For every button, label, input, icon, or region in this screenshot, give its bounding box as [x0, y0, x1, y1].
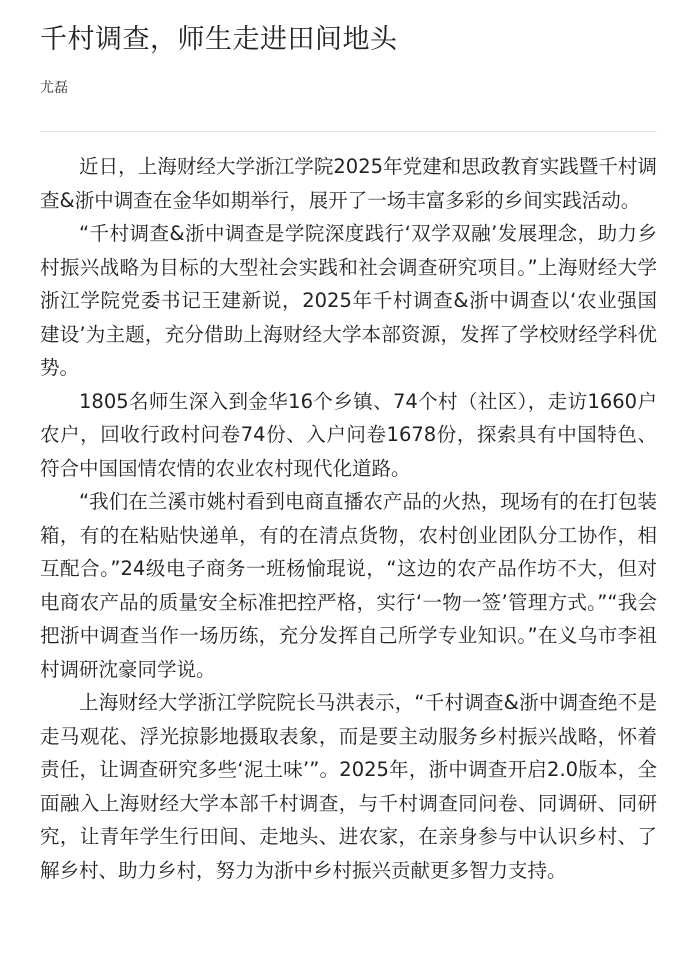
article-body	[40, 150, 657, 887]
article-title: 千村调查，师生走进田间地头	[40, 24, 398, 55]
paragraph-1: 近日，上海财经大学浙江学院2025年党建和思政教育实践暨千村调查&浙中调查在金华如期举行，展开了一场丰富多彩的乡间实践活动。	[40, 155, 657, 212]
paragraph-2: “千村调查&浙中调查是学院深度践行‘双学双融’发展理念，助力乡村振兴战略为目标的大型社会实践和社会调查研究项目。”上海财经大学浙江学院党委书记王建新说，2025年千村调查&浙中调查以‘农业强国建设’为主题，充分借助上海财经大学本部资源，发挥了学校财经学科优势。	[40, 222, 657, 379]
paragraph-5: 上海财经大学浙江学院院长马洪表示，“千村调查&浙中调查绝不是走马观花、浮光掠影地摄取表象，而是要主动服务乡村振兴战略，怀着责任，让调查研究多些‘泥土味’”。2025年，浙中调查开启2.0版本，全面融入上海财经大学本部千村调查，与千村调查同问卷、同调研、同研究，让青年学生行田间、走地头、进农家，在亲身参与中认识乡村、了解乡村、助力乡村，努力为浙中乡村振兴贡献更多智力支持。	[40, 691, 657, 882]
article-author: 尤磊	[40, 80, 68, 96]
divider	[40, 131, 657, 132]
paragraph-3: 1805名师生深入到金华16个乡镇、74个村（社区），走访1660户农户，回收行政村问卷74份、入户问卷1678份，探索具有中国特色、符合中国国情农情的农业农村现代化道路。	[40, 389, 657, 480]
paragraph-4: “我们在兰溪市姚村看到电商直播农产品的火热，现场有的在打包装箱，有的在粘贴快递单，有的在清点货物，农村创业团队分工协作，相互配合。”24级电子商务一班杨愉琨说，“这边的农产品作坊不大，但对电商农产品的质量安全标准把控严格，实行‘一物一签’管理方式。”“我会把浙中调查当作一场历练，充分发挥自己所学专业知识。”在义乌市李祖村调研沈豪同学说。	[40, 490, 657, 681]
